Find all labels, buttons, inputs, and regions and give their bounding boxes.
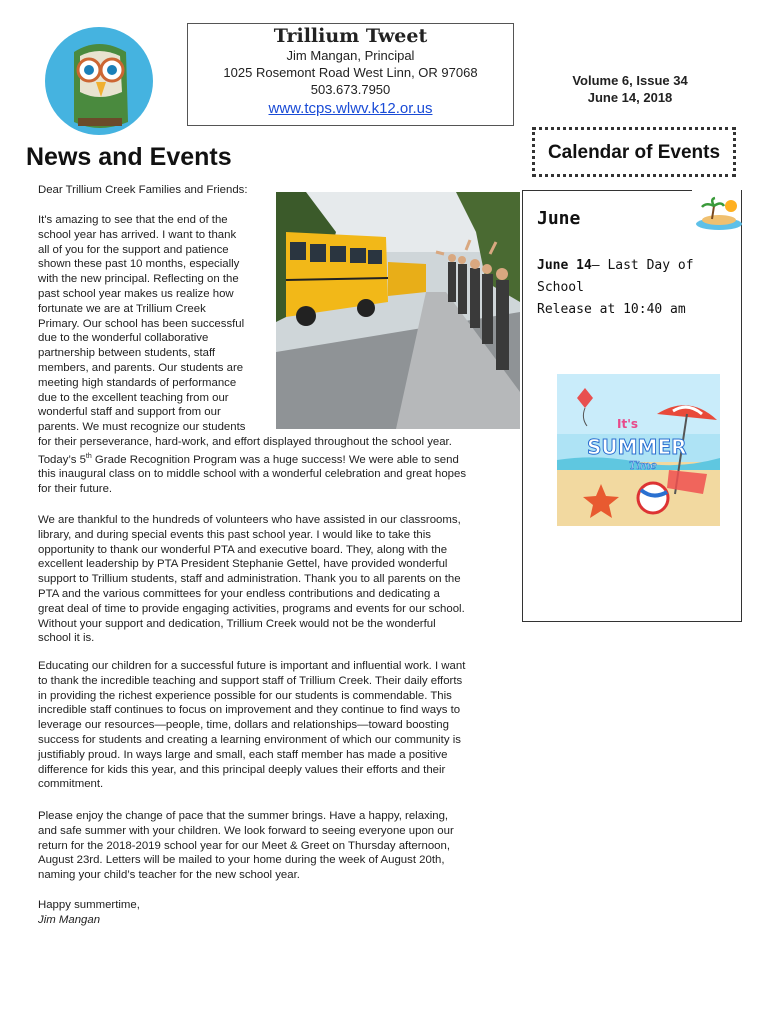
text-run: Today’s 5 <box>38 453 86 466</box>
paragraph-line: Without your support and dedication, Trillium Creek would not be the wonderful <box>38 617 436 630</box>
newsletter-title: Trillium Tweet <box>273 25 428 47</box>
paragraph-line: shown these past 10 months, especially <box>38 258 240 271</box>
summer-time-image <box>557 374 720 526</box>
calendar-event <box>537 255 742 321</box>
school-address: 1025 Rosemont Road West Linn, OR 97068 <box>223 65 478 80</box>
paragraph-line: incredible staff continues to focus on improvement and they continue to find ways to <box>38 704 461 717</box>
ordinal-superscript: th <box>85 452 92 460</box>
calendar-month: June <box>537 208 581 229</box>
paragraph-line: justifiably proud. In ways large and small, each staff member has made a positive <box>38 748 448 761</box>
paragraph-line: support to Trillium students, staff and administration. Thank you to all parents on the <box>38 573 461 586</box>
paragraph-line: to thank the incredible teaching and support staff of Trillium Creek. Their daily efforts <box>38 674 463 687</box>
issue-date: June 14, 2018 <box>587 90 673 105</box>
paragraph-line: and safe summer with your children. We look forward to seeing everyone upon our <box>38 824 454 837</box>
paragraph-line: Educating our children for a successful future is important and influential work. I want <box>38 660 466 672</box>
paragraph-line: Primary. Our school has been successful <box>38 317 245 330</box>
letter-closing: Happy summertime, <box>38 899 140 911</box>
paragraph-line: fortunate we are at Trillium Creek <box>38 302 206 315</box>
letter-paragraph-1 <box>38 213 274 435</box>
calendar-panel-border <box>522 190 692 191</box>
summer-text-time: Time <box>629 459 657 472</box>
paragraph-line: partnership between students, staff <box>38 347 216 360</box>
header-box <box>187 23 514 126</box>
paragraph-line: all of you for the support and patience <box>38 243 229 256</box>
paragraph-line: return for the 2018-2019 school year for our Meet & Greet on Thursday afternoon, <box>38 839 450 852</box>
owl-logo <box>44 22 154 140</box>
paragraph-line: success for students and creating a learning environment of which our community is <box>38 733 461 746</box>
event-date: June 14 <box>537 258 592 273</box>
paragraph-line: for their future. <box>38 483 113 496</box>
paragraph-line: It's amazing to see that the end of the <box>38 214 228 226</box>
letter-paragraph-4 <box>38 809 508 883</box>
school-bus-photo <box>276 192 520 429</box>
event-detail: Release at 10:40 am <box>537 302 686 317</box>
beach-island-icon <box>694 196 744 232</box>
calendar-title-box <box>532 127 736 177</box>
summer-text-summer: SUMMER <box>587 435 687 459</box>
event-title: – Last Day of School <box>537 258 694 295</box>
paragraph-line: difference for kids this year, and this principal deeply values their efforts and their <box>38 763 446 776</box>
paragraph-line <box>38 450 518 468</box>
paragraph-line: commitment. <box>38 778 104 791</box>
paragraph-line: leverage our resources—people, time, dollars and relationships—toward boosting <box>38 719 449 732</box>
paragraph-line: library, and during special events this past school year. I would like to take this <box>38 528 431 541</box>
letter-paragraph-1-continued <box>38 435 518 497</box>
letter-paragraph-3 <box>38 659 516 792</box>
section-title: News and Events <box>26 143 232 171</box>
paragraph-line: members, and parents. Our students are <box>38 361 244 374</box>
issue-block <box>540 72 720 106</box>
paragraph-line: school it is. <box>38 632 95 645</box>
paragraph-line: wonderful staff and support from our <box>38 406 221 419</box>
paragraph-line: We are thankful to the hundreds of volunteers who have assisted in our classrooms, <box>38 514 461 526</box>
paragraph-line: for their perseverance, hard-work, and effort displayed throughout the school year. <box>38 436 452 448</box>
calendar-title: Calendar of Events <box>547 142 721 163</box>
paragraph-line: due to the wonderful collaborative <box>38 332 209 345</box>
principal-name: Jim Mangan, Principal <box>286 48 415 63</box>
text-run: Grade Recognition Program was a huge success! We were able to send <box>91 453 459 466</box>
paragraph-line: parents. We must recognize our students <box>38 421 246 434</box>
paragraph-line: great deal of time to provide engaging activities, programs and events for our school. <box>38 602 465 615</box>
paragraph-line: in providing the richest experience possible for our students is commendable. This <box>38 689 452 702</box>
paragraph-line: meeting high standards of performance <box>38 376 237 389</box>
website-link[interactable]: www.tcps.wlwv.k12.or.us <box>268 100 433 117</box>
letter-paragraph-2 <box>38 513 516 646</box>
paragraph-line: Please enjoy the change of pace that the summer brings. Have a happy, relaxing, <box>38 810 449 822</box>
paragraph-line: this inaugural class on to middle school with a wonderful celebration and great hopes <box>38 468 467 481</box>
volume-issue: Volume 6, Issue 34 <box>572 73 688 88</box>
paragraph-line: with the new principal. Reflecting on the <box>38 273 239 286</box>
summer-text-its: It's <box>617 417 639 431</box>
paragraph-line: school year has arrived. I want to thank <box>38 228 237 241</box>
school-phone: 503.673.7950 <box>310 82 391 97</box>
paragraph-line: August 23rd. Letters will be mailed to your home during the week of August 20th, <box>38 854 445 867</box>
paragraph-line: PTA and the various committees for your endless contributions and dedicating a <box>38 587 440 600</box>
paragraph-line: opportunity to thank our wonderful PTA and executive board. They, along with the <box>38 543 448 556</box>
paragraph-line: naming your child’s teacher for the new school year. <box>38 869 300 882</box>
paragraph-line: excellent leadership by PTA President Stephanie Gettel, have provided wonderful <box>38 558 448 571</box>
letter-signature: Jim Mangan <box>38 914 101 926</box>
letter-greeting: Dear Trillium Creek Families and Friends: <box>38 184 248 196</box>
paragraph-line: due to the excellent teaching from our <box>38 391 229 404</box>
paragraph-line: past school year makes us realize how <box>38 287 234 300</box>
